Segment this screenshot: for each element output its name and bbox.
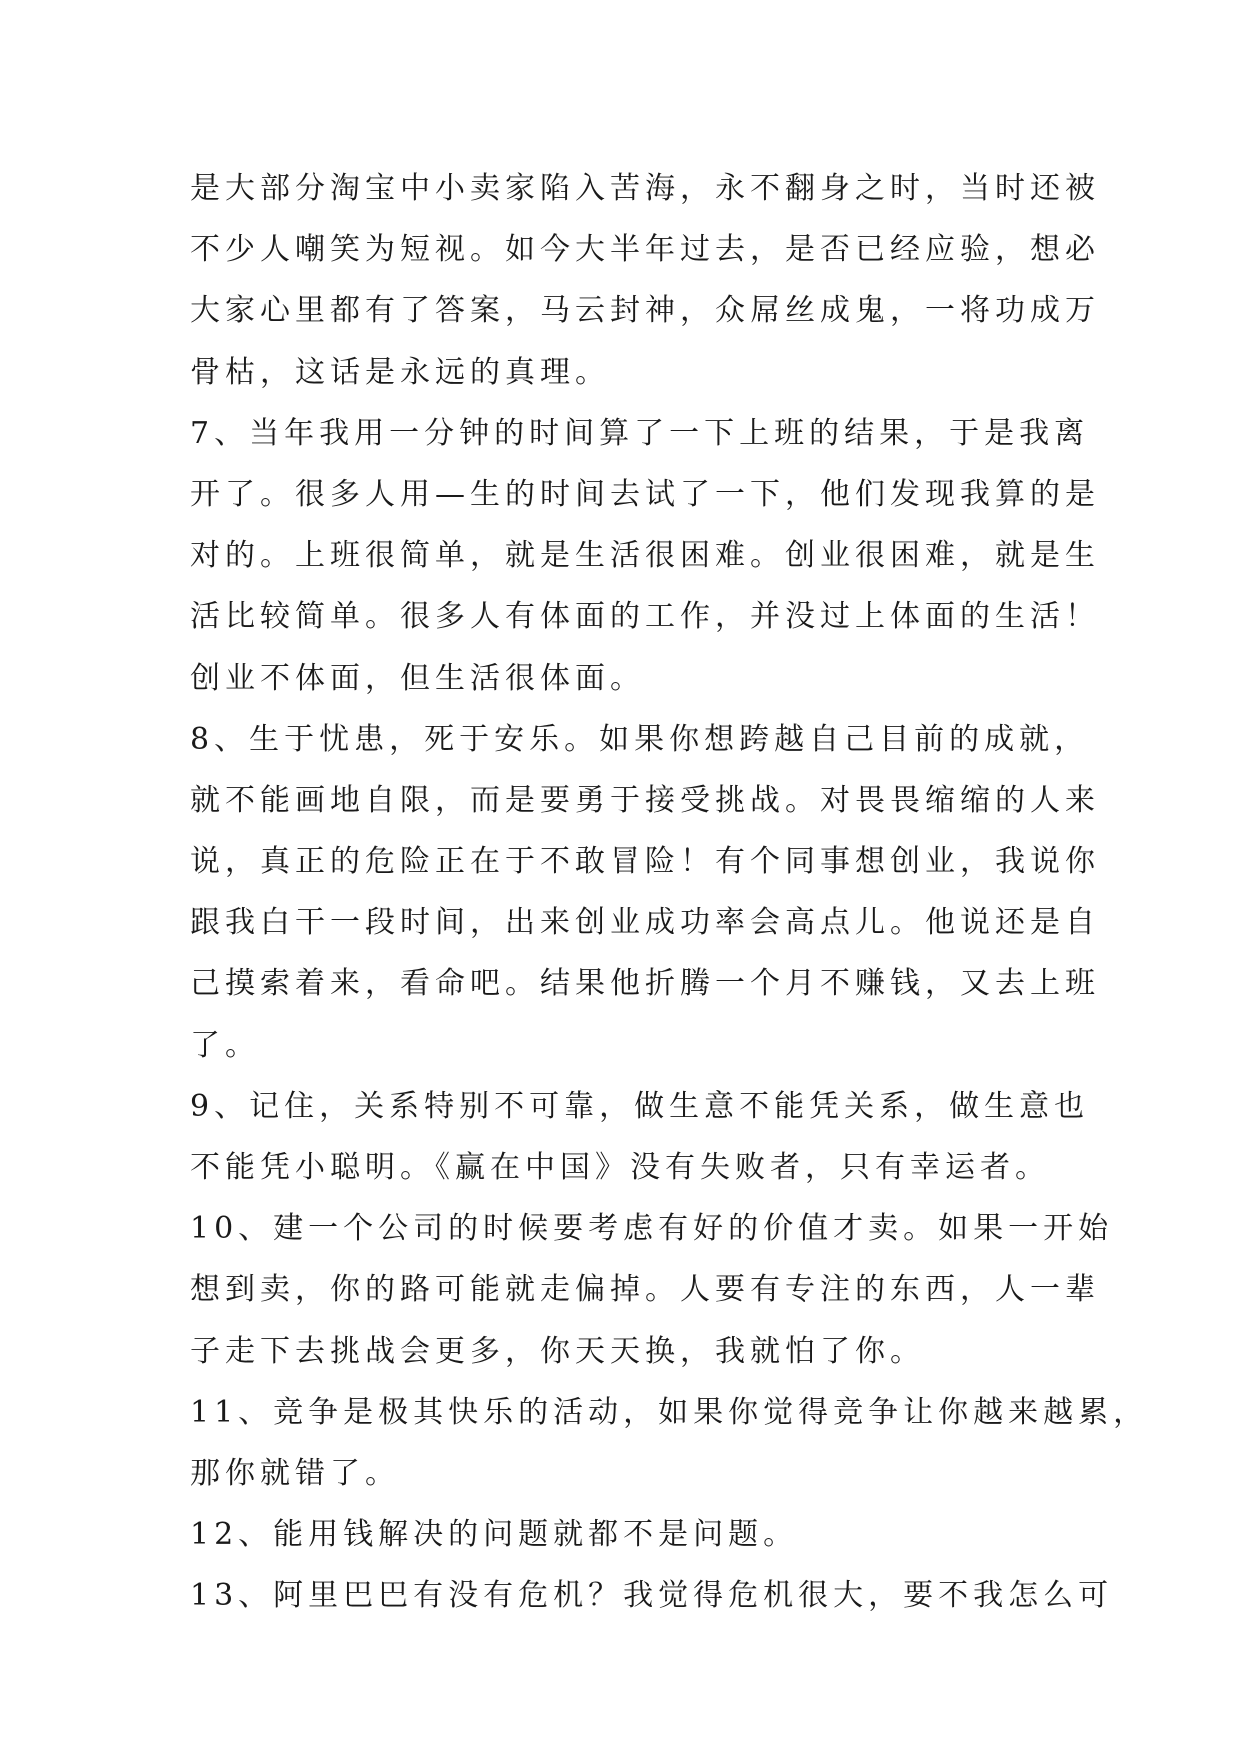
text-line: 就不能画地自限，而是要勇于接受挑战。对畏畏缩缩的人来 bbox=[190, 782, 1100, 818]
document-body bbox=[190, 158, 1149, 1627]
text-line: 不少人嘲笑为短视。如今大半年过去，是否已经应验，想必 bbox=[190, 232, 1100, 268]
text-line: 不能凭小聪明。《赢在中国》没有失败者，只有幸运者。 bbox=[190, 1150, 1050, 1185]
text-line: 9、记住，关系特别不可靠，做生意不能凭关系，做生意也 bbox=[190, 1088, 1090, 1124]
text-line: 10、建一个公司的时候要考虑有好的价值才卖。如果一开始 bbox=[190, 1211, 1114, 1247]
text-line: 大家心里都有了答案，马云封神，众屌丝成鬼，一将功成万 bbox=[190, 293, 1100, 329]
text-line: 7、当年我用一分钟的时间算了一下上班的结果，于是我离 bbox=[190, 415, 1090, 451]
text-line: 开了。很多人用—生的时间去试了一下，他们发现我算的是 bbox=[190, 476, 1100, 512]
text-line: 创业不体面，但生活很体面。 bbox=[190, 660, 645, 696]
text-line: 想到卖，你的路可能就走偏掉。人要有专注的东西，人一辈 bbox=[190, 1272, 1100, 1308]
text-line: 己摸索着来，看命吧。结果他折腾一个月不赚钱，又去上班 bbox=[190, 966, 1100, 1002]
text-line: 骨枯，这话是永远的真理。 bbox=[190, 354, 610, 390]
text-line: 12、能用钱解决的问题就都不是问题。 bbox=[190, 1517, 799, 1553]
text-line: 跟我白干一段时间，出来创业成功率会高点儿。他说还是自 bbox=[190, 905, 1100, 941]
text-line: 是大部分淘宝中小卖家陷入苦海，永不翻身之时，当时还被 bbox=[190, 171, 1100, 206]
text-line: 说，真正的危险正在于不敢冒险！有个同事想创业，我说你 bbox=[190, 844, 1100, 880]
text-line: 对的。上班很简单，就是生活很困难。创业很困难，就是生 bbox=[190, 538, 1100, 574]
text-line: 8、生于忧患，死于安乐。如果你想跨越自己目前的成就， bbox=[190, 721, 1090, 757]
text-line: 13、阿里巴巴有没有危机？我觉得危机很大，要不我怎么可 bbox=[190, 1578, 1114, 1614]
text-line: 子走下去挑战会更多，你天天换，我就怕了你。 bbox=[190, 1333, 925, 1369]
text-line: 了。 bbox=[190, 1027, 260, 1063]
text-line: 活比较简单。很多人有体面的工作，并没过上体面的生活！ bbox=[190, 599, 1100, 635]
text-line: 11、竞争是极其快乐的活动，如果你觉得竞争让你越来越累， bbox=[190, 1394, 1149, 1430]
text-line: 那你就错了。 bbox=[190, 1455, 400, 1491]
